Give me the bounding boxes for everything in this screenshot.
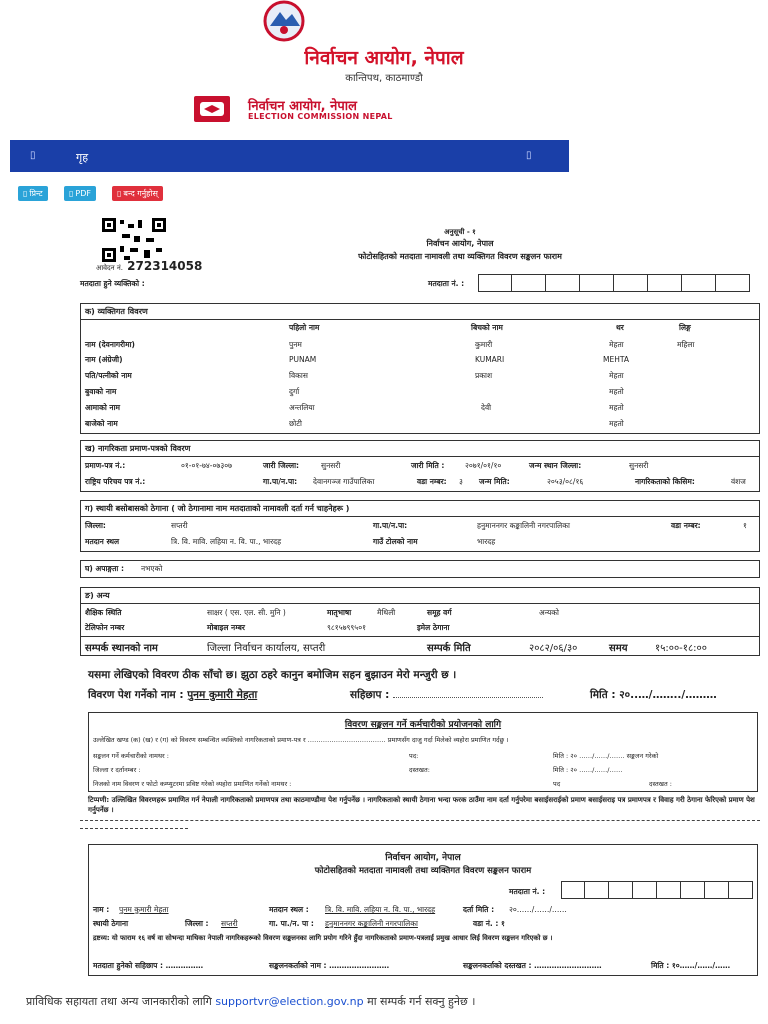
- cut-line: [80, 820, 760, 821]
- vdc-label: गा.पा/न.पा:: [263, 477, 298, 486]
- birth-district-value: सुनसरी: [629, 461, 649, 470]
- form-title: फोटोसहितको मतदाता नामावली तथा व्यक्तिगत विवरण सङ्कलन फाराम: [358, 252, 562, 261]
- office-post-label: पद:: [409, 752, 419, 760]
- menu-icon[interactable]: ▯: [30, 150, 36, 161]
- annex-label: अनुसूची - १: [444, 228, 476, 236]
- voter-no-boxes[interactable]: [478, 274, 750, 292]
- row-label: नाम (देवनागरीमा): [85, 340, 135, 349]
- slip-addr-label: स्थायी ठेगाना: [93, 919, 129, 928]
- district-label: जारी जिल्ला:: [263, 461, 300, 470]
- office-collector-label: सङ्कलन गर्ने कर्मचारीको नामथर :: [93, 752, 169, 760]
- type-label: नागरिकताको किसिम:: [635, 477, 695, 486]
- support-email-link[interactable]: supportvr@election.gov.np: [215, 995, 364, 1008]
- slip-date: मिति : १०……/……/……: [651, 961, 731, 970]
- ward-value: ३: [459, 477, 463, 486]
- address-section-title: ग) स्थायी बसोबासको ठेगाना ( जो ठेगानामा नाम मतदाताको नामावली दर्ता गर्न चाहनेहरू ): [81, 501, 759, 517]
- slip-district-label: जिल्ला :: [185, 919, 209, 928]
- disability-section: [80, 560, 760, 578]
- dob-label: जन्म मिति:: [479, 477, 510, 486]
- form-org: निर्वाचन आयोग, नेपाल: [426, 239, 494, 248]
- sign-row: [350, 688, 543, 702]
- first-name-value: अन्तलिया: [289, 403, 315, 412]
- slip-voter-sign: मतदाता हुनेको सहिछाप : ……………: [93, 961, 204, 970]
- sign-label: सहिछाप :: [350, 689, 390, 701]
- lang-label: मातृभाषा: [327, 608, 352, 617]
- col-first-name: पहिलो नाम: [289, 323, 320, 332]
- last-name-value: MEHTA: [603, 355, 629, 364]
- booth-value: त्रि. वि. मावि. लहिया न. वि. पा., भारदह: [171, 537, 282, 546]
- vdc-value: देवानगञ्ज गाउँपालिका: [313, 477, 375, 486]
- contact-date-label: सम्पर्क मिति: [427, 643, 471, 654]
- user-icon[interactable]: ▯: [526, 150, 532, 161]
- row-label: बुवाको नाम: [85, 387, 117, 396]
- citizenship-section: [80, 440, 760, 492]
- slip-vdc-label: गा. पा./न. पा :: [269, 919, 314, 928]
- address-section: [80, 500, 760, 552]
- slip-name-value: पुनम कुमारी मेहता: [119, 905, 169, 914]
- support-footer: [26, 994, 475, 1009]
- first-name-value: छोटी: [289, 419, 302, 428]
- row-label: बाजेको नाम: [85, 419, 118, 428]
- slip-voter-no-label: मतदाता नं. :: [509, 887, 546, 896]
- logo-subtitle: ELECTION COMMISSION NEPAL: [248, 112, 393, 121]
- personal-section-title: क) व्यक्तिगत विवरण: [81, 304, 759, 320]
- last-name-value: महतो: [609, 403, 624, 412]
- contact-date-value: २०८२/०६/३०: [529, 643, 578, 654]
- first-name-value: PUNAM: [289, 355, 317, 364]
- col-middle-name: बिचको नाम: [471, 323, 503, 332]
- tole-value: भारदह: [477, 537, 496, 546]
- ward-value: १: [743, 521, 747, 530]
- office-date2-label: मिति : २० ……/……/……: [553, 766, 623, 774]
- declaration-date: मिति : २०..…/……../………: [590, 689, 717, 701]
- first-name-value: विकास: [289, 371, 308, 380]
- vdc-value: हनुमाननगर कङ्कालिनी नगरपालिका: [477, 521, 570, 530]
- middle-name-value: देवी: [481, 403, 492, 412]
- district-value: सुनसरी: [321, 461, 341, 470]
- contact-section: [80, 636, 760, 656]
- type-value: वंशज: [731, 477, 746, 486]
- nepal-emblem-icon: [252, 0, 316, 42]
- caste-value: अन्यको: [539, 608, 559, 617]
- slip-vdc-value: हनुमाननगर कङ्कालिनी नगरपालिका: [325, 919, 418, 928]
- slip-title: फोटोसहितको मतदाता नामावली तथा व्यक्तिगत विवरण सङ्कलन फाराम: [314, 866, 532, 876]
- contact-place-value: जिल्ला निर्वाचन कार्यालय, सप्तरी: [207, 643, 326, 654]
- office-use-box: [88, 712, 758, 792]
- office-entry-label: निजको नाम विवरण र फोटो कम्प्युटरमा प्रविष्ट गरेको व्यहोरा प्रमाणित गर्नेको नामथर :: [93, 780, 292, 788]
- top-navbar: [10, 140, 569, 172]
- slip-org: निर्वाचन आयोग, नेपाल: [385, 853, 461, 863]
- reference-number: आवेदन नं. 272314058: [96, 259, 203, 273]
- other-section-title: ङ) अन्य: [81, 588, 759, 604]
- print-icon: ▯: [23, 189, 28, 198]
- voter-slip: [88, 844, 758, 976]
- disability-value: नभएको: [141, 564, 163, 573]
- page-title: निर्वाचन आयोग, नेपाल: [304, 47, 464, 69]
- page-subtitle: कान्तिपथ, काठमाण्डौ: [345, 73, 423, 84]
- vdc-label: गा.पा/न.पा:: [373, 521, 408, 530]
- cert-value: ०१-०१-७४-०७३०७: [181, 461, 233, 470]
- edu-label: शैक्षिक स्थिति: [85, 608, 122, 617]
- close-button[interactable]: ▯ बन्द गर्नुहोस्: [112, 186, 163, 201]
- voter-from-label: मतदाता हुने व्यक्तिको :: [80, 279, 145, 288]
- issue-date-value: २०७१/०१/१०: [465, 461, 502, 470]
- last-name-value: महतो: [609, 387, 624, 396]
- last-name-value: मेहता: [609, 340, 624, 349]
- slip-name-label: नाम :: [93, 905, 110, 914]
- contact-place-label: सम्पर्क स्थानको नाम: [85, 643, 158, 654]
- cert-label: प्रमाण-पत्र नं.:: [85, 461, 126, 470]
- district-value: सप्तरी: [171, 521, 188, 530]
- slip-reg-value: २०……/……/……: [509, 905, 567, 914]
- mobile-value: ९८१५७९९५०१: [327, 623, 366, 632]
- dob-value: २०५३/०८/१६: [547, 477, 584, 486]
- row-label: नाम (अंग्रेजी): [85, 355, 123, 364]
- slip-ward-label: वडा नं. : १: [473, 919, 505, 928]
- middle-name-value: कुमारी: [475, 340, 493, 349]
- personal-section: [80, 303, 760, 434]
- office-note: टिप्पणी: उल्लिखित विवरणहरू प्रमाणित गर्न नेपाली नागरिकताको प्रमाणपत्र तथा काठमाण्डौमा पेश गर्नुपर्नेछ । नागरिकताको स्थायी ठेगाना भन्दा फरक ठाउँमा नाम दर्ता गर्नुपरेमा बसाईसराईको प्रमाण बसाईसराइ पत्र प्रमाणपत्र र विवाह गरी ठेगाना फेरिएको प्रमाण पेश गर्नुपर्नेछ ।: [88, 796, 755, 814]
- disability-label: घ) अपाङ्गता :: [85, 564, 124, 573]
- nav-home-link[interactable]: गृह: [76, 151, 89, 164]
- nid-label: राष्ट्रिय परिचय पत्र नं.:: [85, 477, 146, 486]
- col-last-name: थर: [616, 323, 624, 332]
- slip-voter-no-boxes[interactable]: [561, 881, 753, 899]
- office-sign-label: दस्तखत:: [409, 766, 430, 774]
- submitter-label: विवरण पेश गर्नेको नाम :: [88, 689, 184, 701]
- first-name-value: पुनम: [289, 340, 302, 349]
- footer-text-end: मा सम्पर्क गर्न सक्नु हुनेछ ।: [367, 995, 476, 1008]
- pdf-button[interactable]: ▯ PDF: [64, 186, 96, 201]
- submitter-name: पुनम कुमारी मेहता: [187, 689, 258, 701]
- office-title: विवरण सङ्कलन गर्ने कर्मचारीको प्रयोजनको लागि: [344, 720, 502, 730]
- edu-value: साक्षर ( एस. एल. सी. मुनि ): [207, 608, 286, 617]
- office-line1: उल्लेखित खण्ड (क) (ख) र (ग) को विवरण सम्बन्धित व्यक्तिको नागरिकताको प्रमाण-पत्र र ……………………………… प्रमाणसँग दाजु गर्दा मिलेको व्यहोरा प्रमाणित गर्दछु ।: [93, 736, 509, 744]
- slip-district-value: सप्तरी: [221, 919, 238, 928]
- slip-collector: सङ्कलनकर्ताको नाम : ……………………: [269, 961, 390, 970]
- slip-note: द्रष्टव्य: यो फाराम १६ वर्ष वा सोभन्दा माथिका नेपाली नागरिकहरूको विवरण सङ्कलनका लागि प्रयोग गरिने हुँदा नागरिकताको प्रमाण-पत्रलाई प्रमुख आधार लिई विवरण सङ्कलन गरिएको छ ।: [93, 934, 553, 942]
- slip-reg-label: दर्ता मिति :: [463, 905, 495, 914]
- ecn-logo-icon: [194, 96, 230, 122]
- slip-booth-label: मतदान स्थल :: [269, 905, 309, 914]
- office-date-label: मिति : २० ……/……/……. सङ्कलन गरेको: [553, 752, 659, 760]
- ward-label: वडा नम्बर:: [417, 477, 447, 486]
- middle-name-value: KUMARI: [475, 355, 505, 364]
- office-district-label: जिल्ला र दर्तानम्बर :: [93, 766, 141, 774]
- booth-label: मतदान स्थल: [85, 537, 120, 546]
- declaration-text: यसमा लेखिएको विवरण ठीक साँचो छ। झुठा ठहरे कानुन बमोजिम सहन बुझाउन मेरो मन्जुरी छ ।: [88, 669, 457, 681]
- birth-district-label: जन्म स्थान जिल्ला:: [529, 461, 582, 470]
- qr-code-icon: [102, 218, 166, 264]
- phone-label: टेलिफोन नम्बर: [85, 623, 125, 632]
- row-label: पति/पत्नीको नाम: [85, 371, 132, 380]
- row-label: आमाको नाम: [85, 403, 120, 412]
- contact-time-label: समय: [609, 643, 628, 654]
- first-name-value: दुर्गा: [289, 387, 300, 396]
- close-icon: ▯: [117, 189, 122, 198]
- print-button[interactable]: ▯ प्रिन्ट: [18, 186, 48, 201]
- last-name-value: मेहता: [609, 371, 624, 380]
- office-sign2-label: दस्तखत :: [649, 780, 672, 788]
- last-name-value: महतो: [609, 419, 624, 428]
- issue-date-label: जारी मिति :: [411, 461, 445, 470]
- district-label: जिल्ला:: [85, 521, 106, 530]
- ward-label: वडा नम्बर:: [671, 521, 701, 530]
- slip-collector-sign: सङ्कलनकर्ताको दस्तखत : ………………………: [463, 961, 602, 970]
- contact-time-value: १५:००-१८:००: [655, 643, 707, 654]
- lang-value: मैथिली: [377, 608, 396, 617]
- logo-title: निर्वाचन आयोग, नेपाल: [248, 99, 357, 114]
- office-post2-label: पद: [553, 780, 561, 788]
- gender-value: महिला: [677, 340, 695, 349]
- email-label: इमेल ठेगाना: [417, 623, 450, 632]
- caste-label: समूह वर्ग: [427, 608, 452, 617]
- voter-no-label: मतदाता नं. :: [428, 279, 465, 288]
- submitter-row: [88, 688, 257, 702]
- middle-name-value: प्रकाश: [475, 371, 493, 380]
- pdf-icon: ▯: [69, 189, 74, 198]
- slip-booth-value: त्रि. वि. मावि. लहिया न. वि. पा., भारदह: [325, 905, 436, 914]
- mobile-label: मोबाइल नम्बर: [207, 623, 245, 632]
- cut-line-short: [80, 828, 188, 829]
- col-gender: लिङ्ग: [679, 323, 691, 332]
- tole-label: गाउँ टोलको नाम: [373, 537, 418, 546]
- other-section: [80, 587, 760, 637]
- footer-text: प्राविधिक सहायता तथा अन्य जानकारीको लागि: [26, 995, 212, 1008]
- citizenship-section-title: ख) नागरिकता प्रमाण-पत्रको विवरण: [81, 441, 759, 457]
